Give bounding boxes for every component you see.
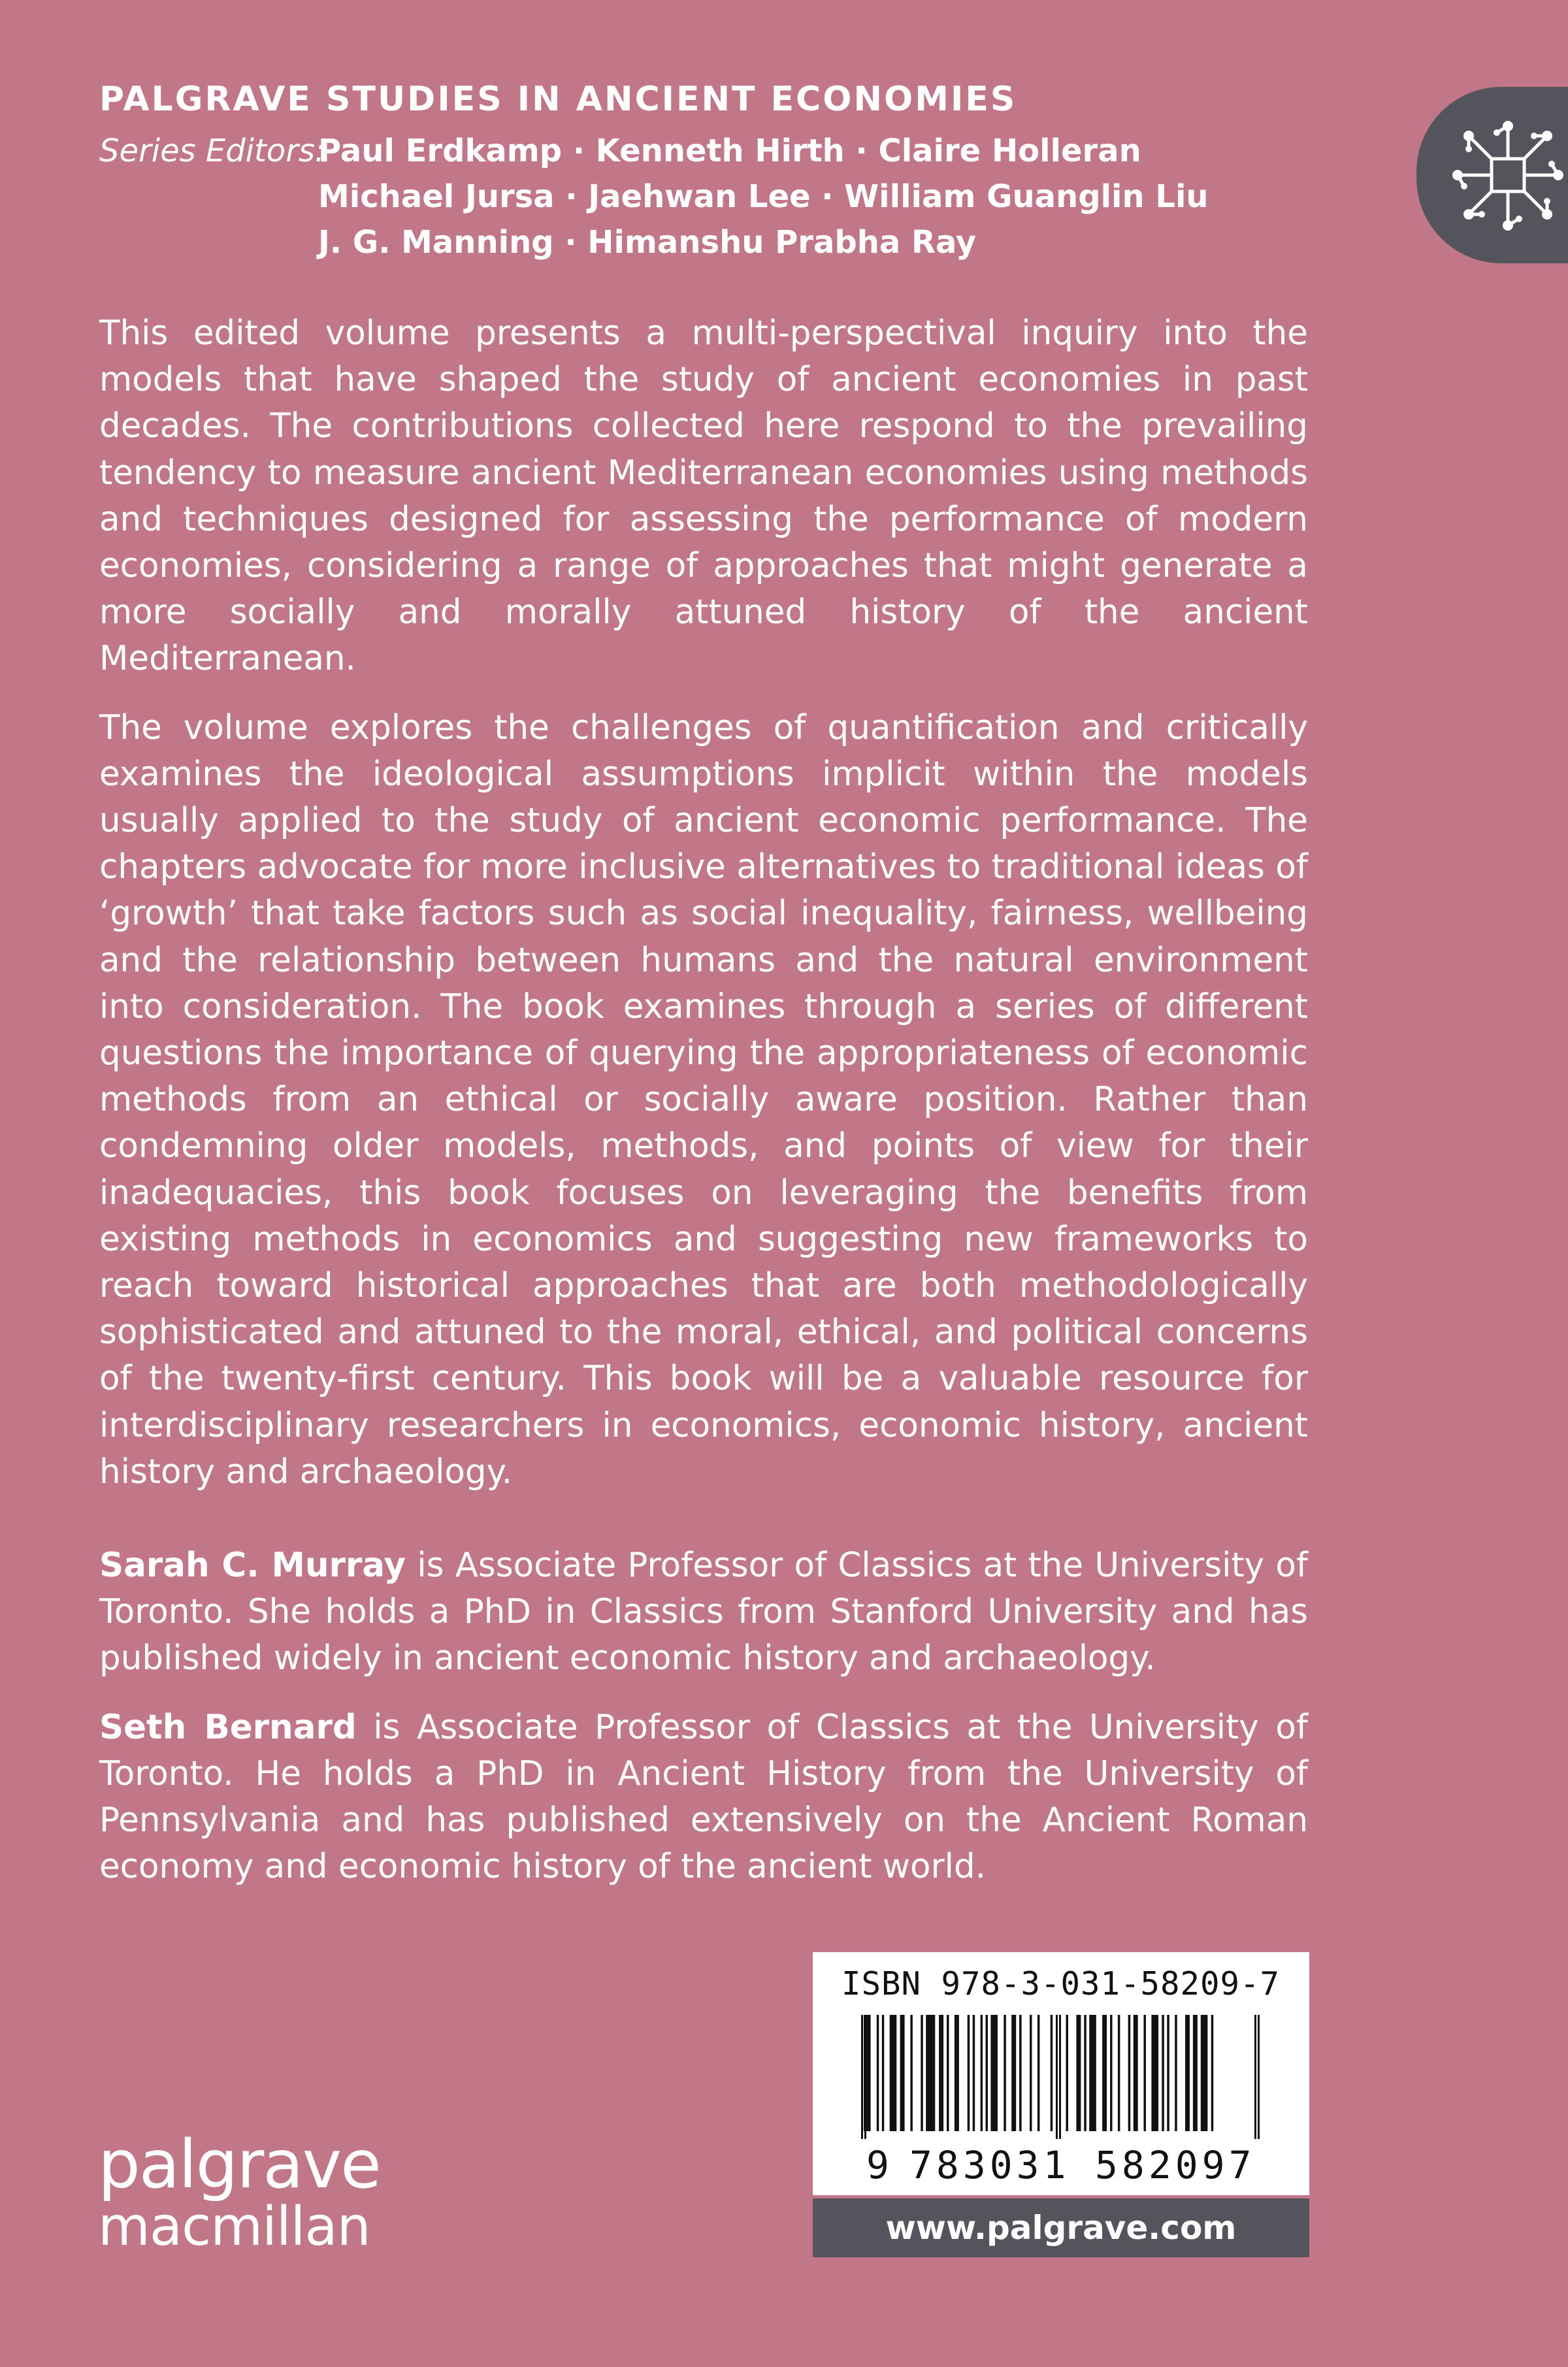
ean-digits xyxy=(813,2143,1309,2189)
publisher-name-line1: palgrave xyxy=(98,2126,380,2204)
author-bio-text: is Associate Professor of Classics at the University of Toronto. He holds a PhD in Ancient History from the University of Pennsylvania and has published extensively on the Ancient Roman economy and economic history of the ancient world. xyxy=(99,1707,1308,1887)
description-paragraph: This edited volume presents a multi-perspectival inquiry into the models that have shaped the study of ancient economies in past decades. The contributions collected here respond to the prevailing tendency to measure ancient Mediterranean economies using methods and techniques designed for assessing the performance of modern economies, considering a range of approaches that might generate a more socially and morally attuned history of the ancient Mediterranean. xyxy=(99,314,1308,679)
publisher-emblem-tab xyxy=(1416,87,1568,263)
description-paragraph: The volume explores the challenges of quantification and critically examines the ideological assumptions implicit within the models usually applied to the study of ancient economic performance. The chapters advocate for more inclusive alternatives to traditional ideas of ‘growth’ that take factors such as social inequality, fairness, wellbeing and the relationship between humans and the natural environment into consideration. The book examines through a series of different questions the importance of querying the appropriateness of economic methods from an ethical or socially aware position. Rather than condemning older models, methods, and points of view for their inadequacies, this book focuses on leveraging the benefits from existing methods in economics and suggesting new frameworks to reach toward historical approaches that are both methodologically sophisticated and attuned to the moral, ethical, and political concerns of the twenty-first century. This book will be a valuable resource for interdisciplinary researchers in economics, economic history, ancient history and archaeology. xyxy=(99,708,1308,1492)
author-bio xyxy=(99,1543,1308,1682)
isbn-number: ISBN 978-3-031-58209-7 xyxy=(841,1965,1281,2002)
publisher-website: www.palgrave.com xyxy=(813,2198,1309,2257)
series-editors-label: Series Editors: xyxy=(99,133,326,169)
author-bio-text: is Associate Professor of Classics at the University of Toronto. She holds a PhD in Classics from Stanford University and has published widely in ancient economic history and archaeology. xyxy=(99,1546,1309,1678)
series-editors xyxy=(99,128,1209,265)
author-name: Sarah C. Murray xyxy=(99,1546,406,1586)
series-title: PALGRAVE STUDIES IN ANCIENT ECONOMIES xyxy=(99,80,1017,119)
cover-blurb xyxy=(99,310,1308,1913)
publisher-name-line2: macmillan xyxy=(98,2196,370,2258)
series-editors-line: Paul Erdkamp · Kenneth Hirth · Claire Holleran xyxy=(318,133,1141,169)
author-bio xyxy=(99,1705,1308,1891)
series-editors-line: Michael Jursa · Jaehwan Lee · William Guanglin Liu xyxy=(318,178,1209,215)
barcode-icon xyxy=(858,2015,1264,2139)
ean-first-digit: 9 xyxy=(866,2143,889,2187)
publisher-logo xyxy=(98,2126,380,2258)
author-name: Seth Bernard xyxy=(99,1707,357,1747)
isbn-barcode-block xyxy=(813,1952,1309,2195)
ean-right-group: 582097 xyxy=(1095,2143,1256,2187)
ean-left-group: 783031 xyxy=(909,2143,1070,2187)
series-editors-line: J. G. Manning · Himanshu Prabha Ray xyxy=(318,224,977,261)
palgrave-network-icon xyxy=(1446,113,1568,237)
